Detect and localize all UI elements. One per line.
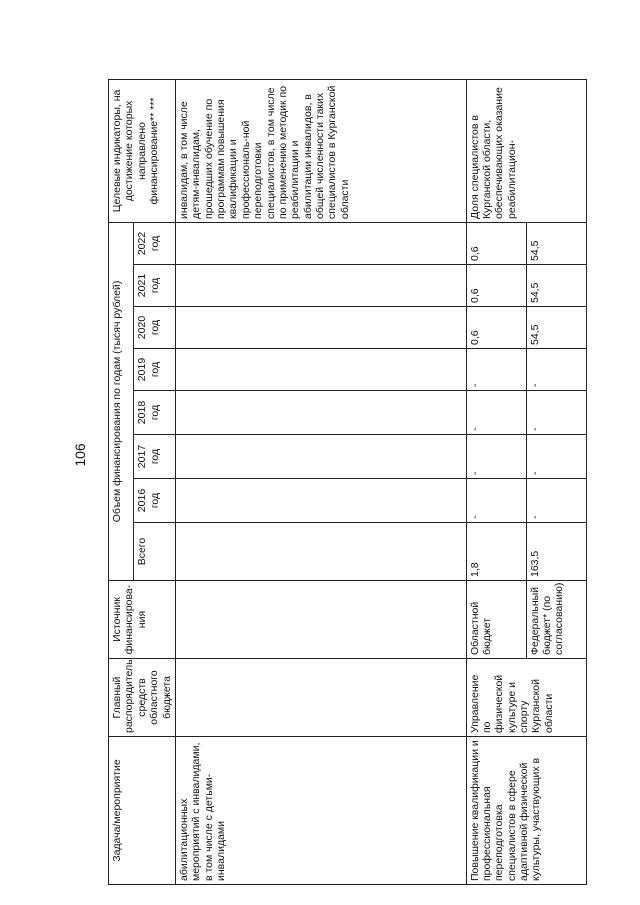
- row2-federal-2017: -: [526, 435, 586, 479]
- row2-regional-2022: 0,6: [466, 222, 526, 264]
- row1-manager: [175, 659, 466, 737]
- row2-task: Повышение квалификации и профессиональная переподготовка специалистов в сфере адаптивной физической культуры, участвующих в: [466, 737, 586, 885]
- row2-manager: Управление по физической культуре и спорту Курганской области: [466, 659, 586, 737]
- row1-year-2016: [175, 479, 466, 523]
- row1-year-2018: [175, 391, 466, 435]
- row1-year-2017: [175, 435, 466, 479]
- row2-regional-total: 1,8: [466, 523, 526, 581]
- header-year-2018: 2018 год: [134, 391, 176, 435]
- header-year-2016: 2016 год: [134, 479, 176, 523]
- row1-year-2020: [175, 307, 466, 349]
- row2-federal-2022: 54,5: [526, 222, 586, 264]
- row1-indicator: инвалидам, в том числе детям-инвалидам, прошедших обучение по программам повышения квалификации и профессиональ-ной переподготовки специалистов, в том числе по применению методик по реабилитации и абилитации инвалидов, в общей численности таких специалистов в Курганской области: [175, 79, 466, 222]
- row2-regional-2021: 0,6: [466, 265, 526, 307]
- header-indicators: Целевые индикаторы, на достижение которых направлено финансирование** ***: [109, 79, 176, 222]
- page-number: 106: [72, 443, 88, 467]
- row1-year-2021: [175, 265, 466, 307]
- table-row: [175, 79, 466, 884]
- row1-year-2019: [175, 349, 466, 391]
- header-year-2020: 2020 год: [134, 307, 176, 349]
- row2-regional-2016: -: [466, 479, 526, 523]
- row2-federal-2020: 54,5: [526, 307, 586, 349]
- table-row: [466, 79, 526, 884]
- row2-federal-total: 163,5: [526, 523, 586, 581]
- row1-total: [175, 523, 466, 581]
- header-total: Всего: [134, 523, 176, 581]
- financing-table: [108, 79, 587, 885]
- row2-regional-2017: -: [466, 435, 526, 479]
- header-year-2019: 2019 год: [134, 349, 176, 391]
- row2-federal-2019: -: [526, 349, 586, 391]
- row1-task: абилитационных мероприятий с инвалидами, в том числе с детьми-инвалидами: [175, 737, 466, 885]
- row2-federal-2018: -: [526, 391, 586, 435]
- row1-year-2022: [175, 222, 466, 264]
- row2-indicator: Доля специалистов в Курганской области, обеспечивающих оказание реабилитацион-: [466, 79, 586, 222]
- header-source: Источник финансирова-ния: [109, 581, 176, 659]
- row2-federal-2021: 54,5: [526, 265, 586, 307]
- rotated-table-container: [108, 80, 578, 885]
- row2-source-regional: Областной бюджет: [466, 581, 526, 659]
- header-volume: Объем финансирования по годам (тысяч рублей): [109, 222, 134, 580]
- header-year-2022: 2022 год: [134, 222, 176, 264]
- row1-source: [175, 581, 466, 659]
- header-year-2021: 2021 год: [134, 265, 176, 307]
- header-task: Задача/мероприятие: [109, 737, 176, 885]
- row2-regional-2019: -: [466, 349, 526, 391]
- row2-source-federal: Федеральный бюджет* (по согласованию): [526, 581, 586, 659]
- header-year-2017: 2017 год: [134, 435, 176, 479]
- row2-regional-2018: -: [466, 391, 526, 435]
- row2-federal-2016: -: [526, 479, 586, 523]
- header-manager: Главный распорядитель средств областного бюджета: [109, 659, 176, 737]
- row2-regional-2020: 0,6: [466, 307, 526, 349]
